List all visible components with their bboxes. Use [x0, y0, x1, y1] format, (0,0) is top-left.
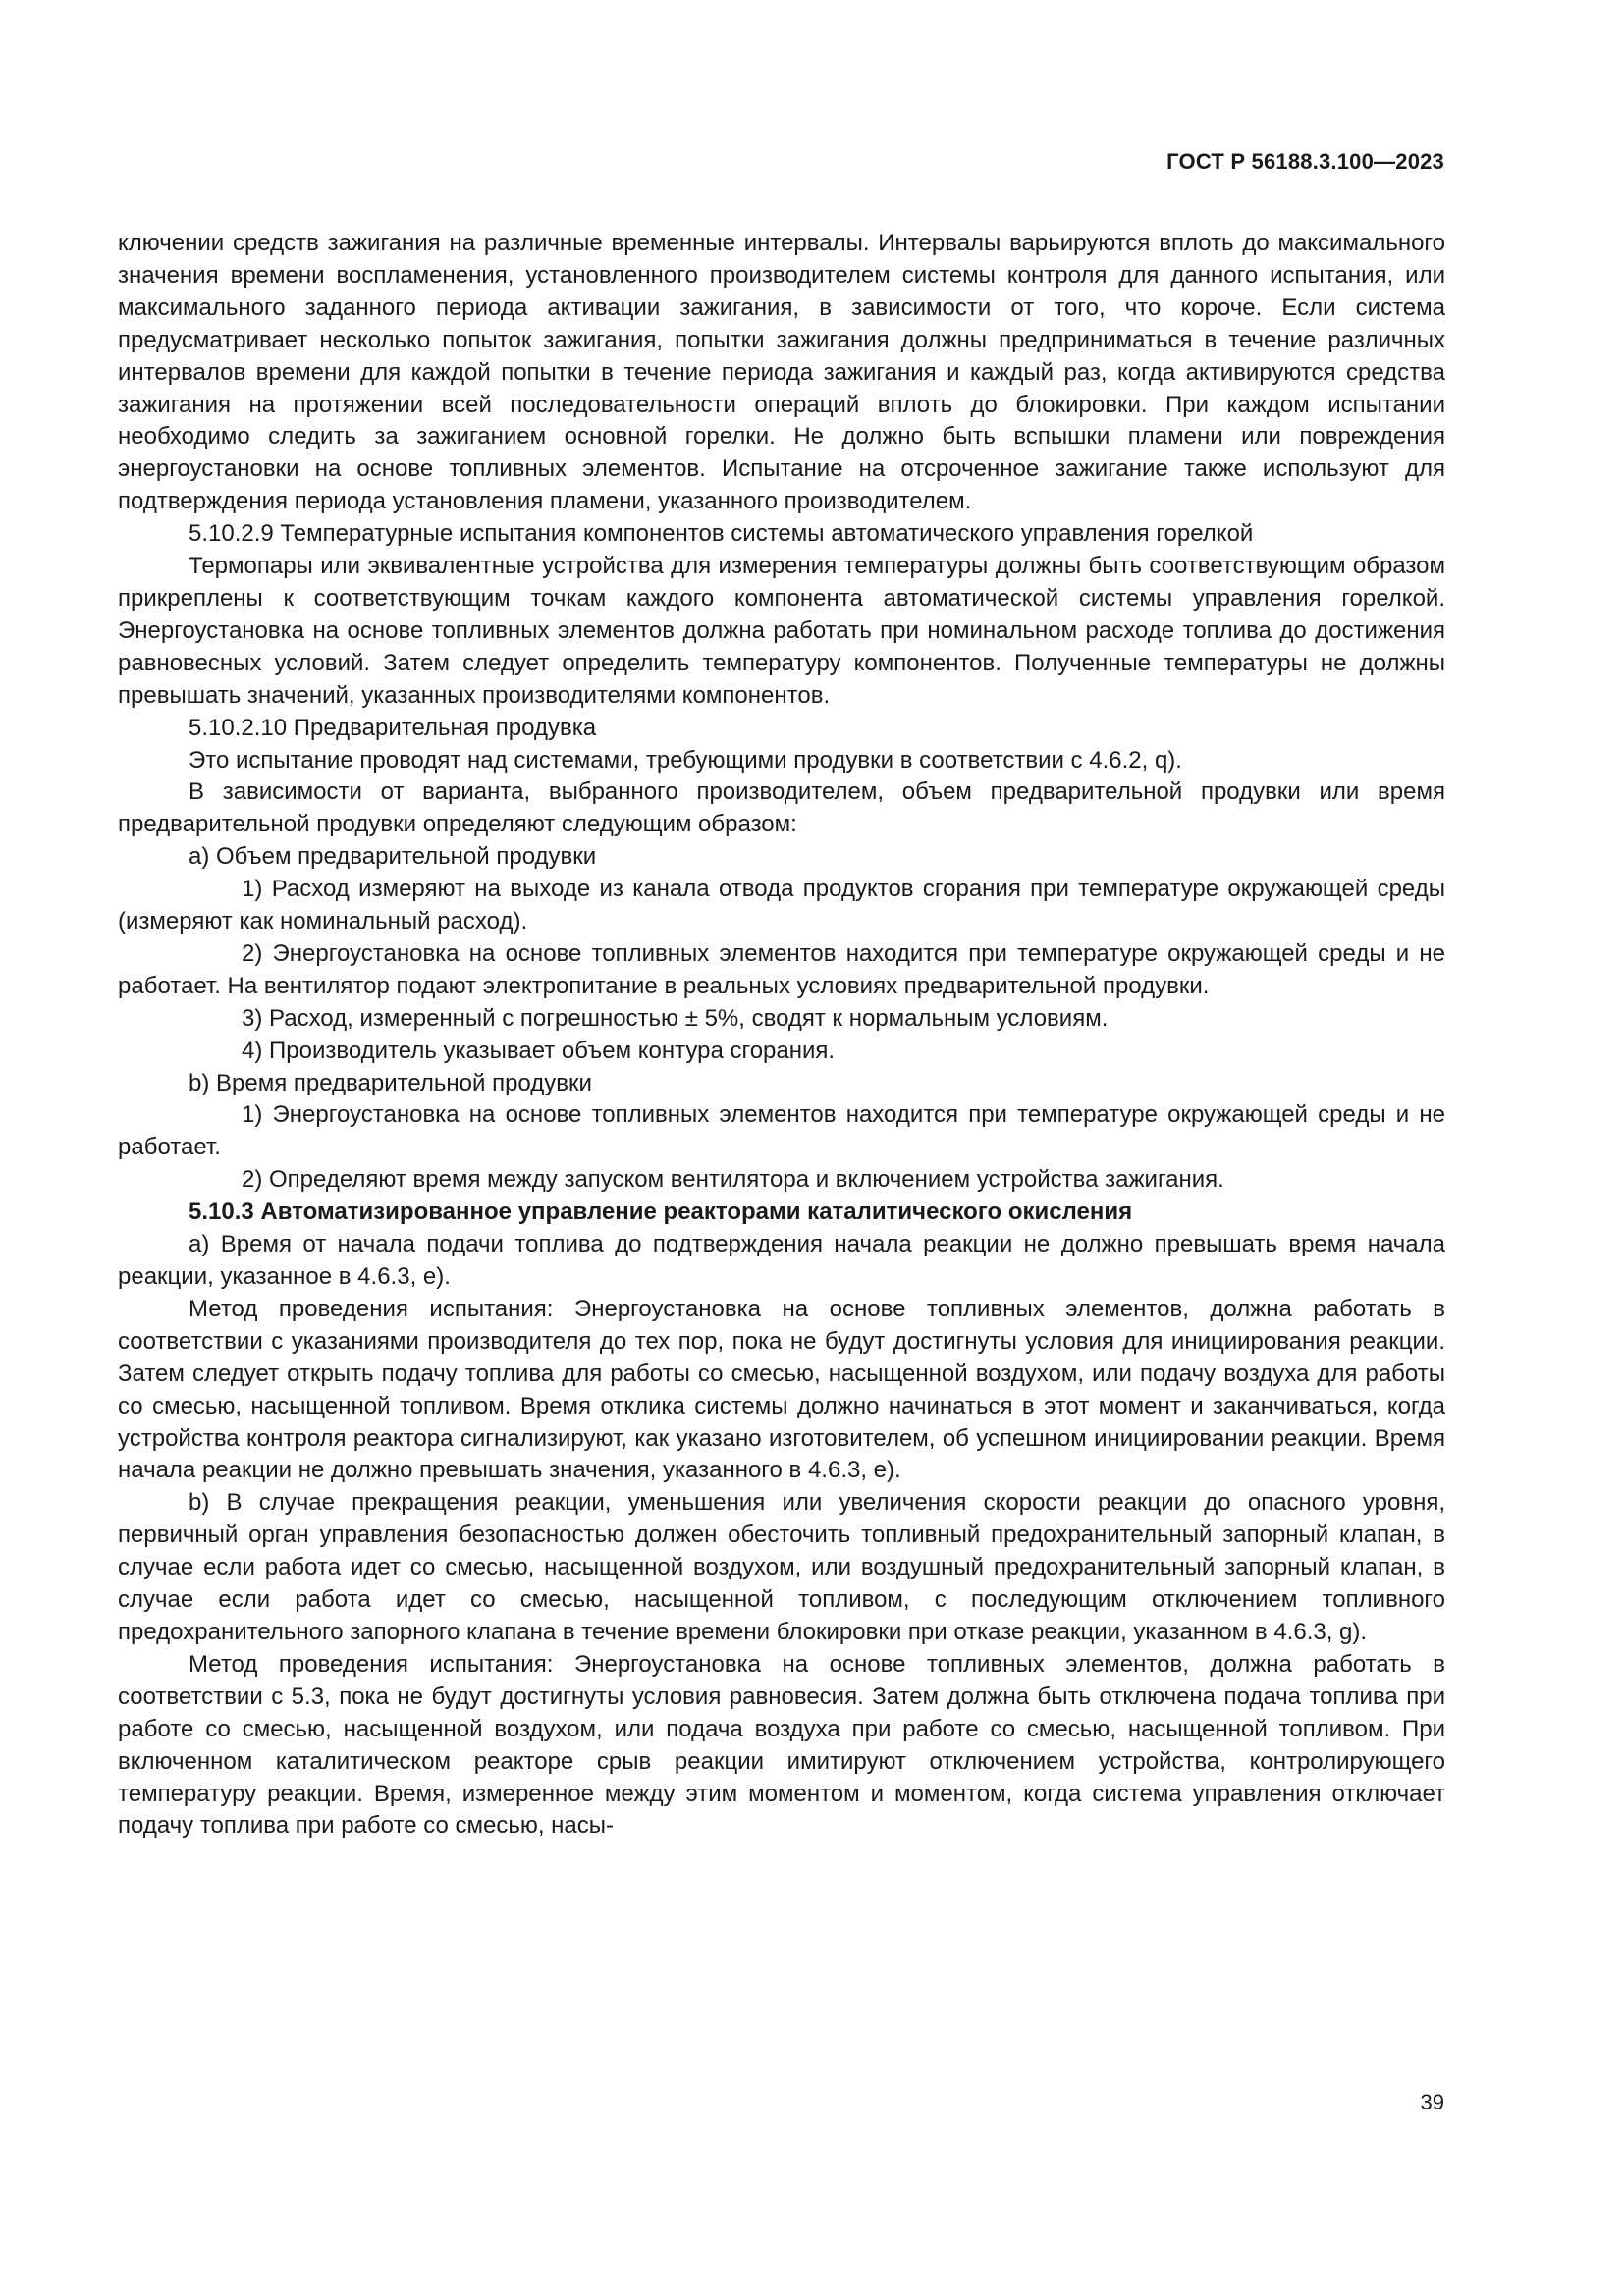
- document-header: ГОСТ Р 56188.3.100—2023: [1166, 149, 1444, 174]
- document-body: [118, 228, 1445, 1842]
- paragraph: 1) Энергоустановка на основе топливных элементов находится при температуре окружающей среды и не работает.: [118, 1101, 1445, 1161]
- paragraph: Метод проведения испытания: Энергоустановка на основе топливных элементов, должна работать в соответствии с указаниями производителя до тех пор, пока не будут достигнуты условия для инициирования реакции. Затем следует открыть подачу топлива для работы со смесью, насыщенной воздухом, или подачу воздуха для работы со смесью, насыщенной топливом. Время отклика системы должно начинаться в этот момент и заканчиваться, когда устройства контроля реактора сигнализируют, как указано изготовителем, об успешном инициировании реакции. Время начала реакции не должно превышать значения, указанного в 4.6.3, e).: [118, 1295, 1445, 1484]
- paragraph: 2) Энергоустановка на основе топливных элементов находится при температуре окружающей среды и не работает. На вентилятор подают электропитание в реальных условиях предварительной продувки.: [118, 939, 1445, 999]
- paragraph: b) В случае прекращения реакции, уменьшения или увеличения скорости реакции до опасного уровня, первичный орган управления безопасностью должен обесточить топливный предохранительный запорный клапан, в случае если работа идет со смесью, насыщенной воздухом, или воздушный предохранительный запорный клапан, в случае если работа идет со смесью, насыщенной топливом, с последующим отключением топливного предохранительного запорного клапана в течение времени блокировки при отказе реакции, указанном в 4.6.3, g).: [118, 1489, 1445, 1645]
- paragraph: 4) Производитель указывает объем контура сгорания.: [242, 1037, 836, 1064]
- paragraph: a) Время от начала подачи топлива до подтверждения начала реакции не должно превышать время начала реакции, указанное в 4.6.3, e).: [118, 1231, 1445, 1290]
- paragraph: ключении средств зажигания на различные временные интервалы. Интервалы варьируются вплоть до максимального значения времени воспламенения, установленного производителем системы контроля для данного испытания, или максимального заданного периода активации зажигания, в зависимости от того, что короче. Если система предусматривает несколько попыток зажигания, попытки зажигания должны предприниматься в течение различных интервалов времени для каждой попытки в течение периода зажигания и каждый раз, когда активируются средства зажигания на протяжении всей последовательности операций вплоть до блокировки. При каждом испытании необходимо следить за зажиганием основной горелки. Не должно быть вспышки пламени или повреждения энергоустановки на основе топливных элементов. Испытание на отсроченное зажигание также используют для подтверждения периода установления пламени, указанного производителем.: [118, 230, 1445, 515]
- paragraph: 5.10.3 Автоматизированное управление реакторами каталитического окисления: [189, 1199, 1133, 1226]
- page-number: 39: [1420, 2090, 1444, 2114]
- paragraph: b) Время предварительной продувки: [189, 1069, 592, 1096]
- paragraph: 3) Расход, измеренный с погрешностью ± 5%, сводят к нормальным условиям.: [242, 1004, 1109, 1032]
- paragraph: Метод проведения испытания: Энергоустановка на основе топливных элементов, должна работать в соответствии с 5.3, пока не будут достигнуты условия равновесия. Затем должна быть отключена подача топлива при работе со смесью, насыщенной воздухом, или подача воздуха при работе со смесью, насыщенной топливом. При включенном каталитическом реакторе срыв реакции имитируют отключением устройства, контролирующего температуру реакции. Время, измеренное между этим моментом и моментом, когда система управления отключает подачу топлива при работе со смесью, насы-: [118, 1650, 1445, 1840]
- paragraph: В зависимости от варианта, выбранного производителем, объем предварительной продувки или время предварительной продувки определяют следующим образом:: [118, 778, 1445, 838]
- paragraph: 5.10.2.9 Температурные испытания компонентов системы автоматического управления горелкой: [189, 520, 1254, 548]
- paragraph: 2) Определяют время между запуском вентилятора и включением устройства зажигания.: [242, 1166, 1224, 1194]
- paragraph: a) Объем предварительной продувки: [189, 843, 597, 871]
- paragraph: Термопары или эквивалентные устройства для измерения температуры должны быть соответствующим образом прикреплены к соответствующим точкам каждого компонента автоматической системы управления горелкой. Энергоустановка на основе топливных элементов должна работать при номинальном расходе топлива до достижения равновесных условий. Затем следует определить температуру компонентов. Полученные температуры не должны превышать значений, указанных производителями компонентов.: [118, 553, 1445, 709]
- paragraph: Это испытание проводят над системами, требующими продувки в соответствии с 4.6.2, q).: [189, 746, 1182, 774]
- paragraph: 1) Расход измеряют на выходе из канала отвода продуктов сгорания при температуре окружающей среды (измеряют как номинальный расход).: [118, 876, 1445, 935]
- paragraph: 5.10.2.10 Предварительная продувка: [189, 714, 597, 741]
